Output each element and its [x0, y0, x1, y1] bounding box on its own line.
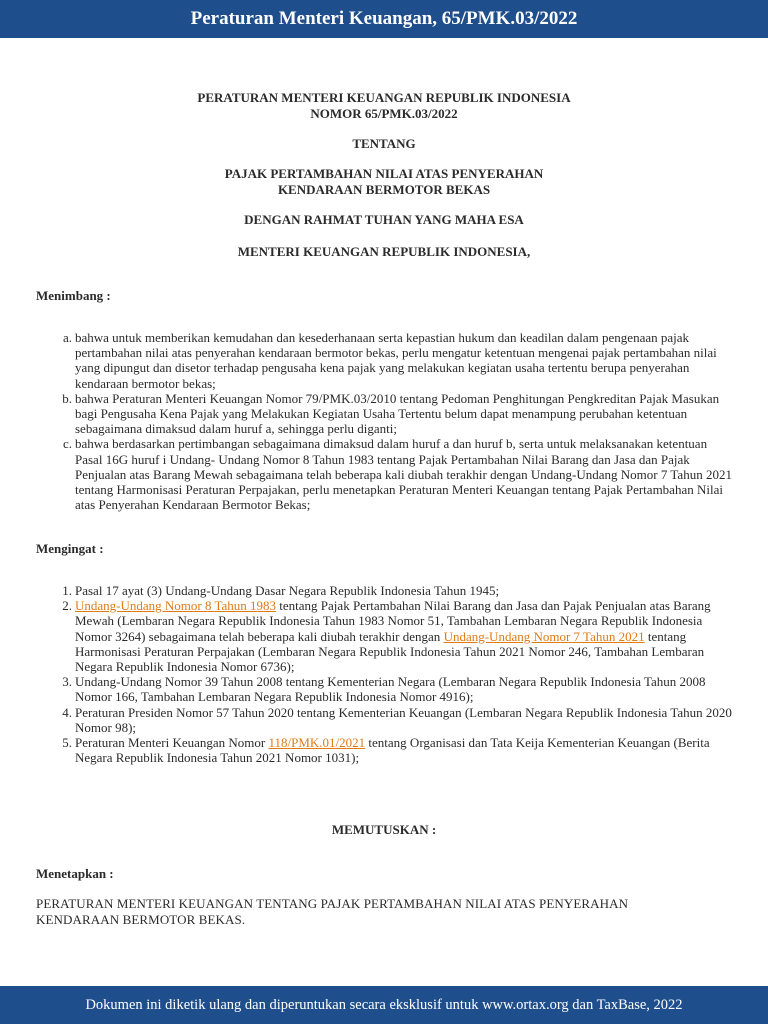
mengingat-item-text: Undang-Undang Nomor 39 Tahun 2008 tentang Kementerian Negara (Lembaran Negara Republik Indonesia Tahun 2008 Nomor 166, Tambahan Lembaran Negara Republik Indonesia Nomor 4916); — [75, 674, 706, 705]
subject-line-2: KENDARAAN BERMOTOR BEKAS — [277, 182, 491, 197]
list-marker: c. — [62, 436, 72, 452]
mengingat-item-text: tentang Harmonisasi Peraturan Perpajakan (Lembaran Negara Republik Indonesia Tahun 2021 Nomor 246, Tambahan Lembaran Negara Republik Indonesia Nomor 6736); — [75, 628, 705, 675]
subject-line-1: PAJAK PERTAMBAHAN NILAI ATAS PENYERAHAN — [224, 166, 544, 181]
mengingat-item-text: tentang Organisasi dan Tata Keija Kementerian Keuangan (Berita Negara Republik Indonesia Tahun 2021 Nomor 1031); — [75, 735, 710, 766]
list-marker: b. — [62, 390, 72, 406]
pmk-118-2021-link[interactable]: 118/PMK.01/2021 — [268, 735, 366, 751]
mengingat-item-text: tentang Pajak Pertambahan Nilai Barang dan Jasa dan Pajak Penjualan atas Barang Mewah (Lembaran Negara Republik Indonesia Tahun 1983 Nomor 51, Tambahan Lembaran Negara Republik Indonesia Nomor 3264) sebagaimana telah beberapa kali diubah terakhir dengan — [75, 598, 711, 644]
footer-text: Dokumen ini diketik ulang dan diperuntukan secara eksklusif untuk www.ortax.org dan TaxBase, 2022 — [85, 996, 683, 1013]
subject-heading — [36, 166, 732, 198]
list-marker: 3. — [62, 674, 72, 690]
tentang-heading: TENTANG — [352, 136, 416, 151]
list-marker: a. — [62, 330, 72, 345]
mengingat-item-text: Pasal 17 ayat (3) Undang-Undang Dasar Negara Republik Indonesia Tahun 1945; — [75, 583, 500, 598]
menimbang-item-text: bahwa berdasarkan pertimbangan sebagaimana dimaksud dalam huruf a dan huruf b, serta untuk melaksanakan ketentuan Pasal 16G huruf i Undang- Undang Nomor 8 Tahun 1983 tentang Pajak Pertambahan Nilai Barang dan Jasa dan Pajak Penjualan atas Barang Mewah sebagaimana telah beberapa kali diubah terakhir dengan Undang-Undang Nomor 7 Tahun 2021 tentang Harmonisasi Peraturan Perpajakan, perlu menetapkan Peraturan Menteri Keuangan tentang Pajak Pertambahan Nilai atas Penyerahan Kendaraan Bermotor Bekas; — [75, 436, 732, 513]
document-title: Peraturan Menteri Keuangan, 65/PMK.03/2022 — [190, 8, 578, 29]
menimbang-list — [36, 330, 732, 512]
menetapkan-label: Menetapkan : — [36, 866, 114, 881]
menetapkan-text: PERATURAN MENTERI KEUANGAN TENTANG PAJAK PERTAMBAHAN NILAI ATAS PENYERAHAN KENDARAAN BERMOTOR BEKAS. — [36, 896, 629, 927]
mengingat-label: Mengingat : — [36, 541, 104, 556]
mengingat-item — [36, 583, 732, 598]
menimbang-item — [36, 330, 732, 391]
menimbang-item-text: bahwa untuk memberikan kemudahan dan kesederhanaan serta kepastian hukum dan keadilan dalam pengenaan pajak pertambahan nilai atas penyerahan kendaraan bermotor bekas, perlu mengatur ketentuan mengenai pajak pertambahan nilai yang dipungut dan disetor terhadap pengusaha kena pajak yang melakukan kegiatan usaha tertentu berupa penyerahan kendaraan bermotor bekas; — [75, 330, 717, 391]
mengingat-item-text: Peraturan Presiden Nomor 57 Tahun 2020 tentang Kementerian Keuangan (Lembaran Negara Republik Indonesia Tahun 2020 Nomor 98); — [75, 704, 732, 735]
menteri-heading: MENTERI KEUANGAN REPUBLIK INDONESIA, — [237, 244, 531, 259]
list-marker: 1. — [62, 583, 72, 598]
mengingat-list — [36, 583, 732, 765]
menimbang-item-text: bahwa Peraturan Menteri Keuangan Nomor 79/PMK.03/2010 tentang Pedoman Penghitungan Pengkreditan Pajak Masukan bagi Pengusaha Kena Pajak yang Melakukan Kegiatan Usaha Tertentu belum dapat menampung perubahan ketentuan sebagaimana dimaksud dalam huruf a, sehingga perlu diganti; — [75, 390, 720, 437]
mengingat-item — [36, 735, 732, 765]
menimbang-item — [36, 391, 732, 437]
mengingat-item-text: Peraturan Menteri Keuangan Nomor — [75, 735, 269, 751]
rahmat-heading: DENGAN RAHMAT TUHAN YANG MAHA ESA — [244, 212, 524, 227]
uu-8-1983-link[interactable]: Undang-Undang Nomor 8 Tahun 1983 — [75, 598, 277, 614]
mengingat-item — [36, 598, 732, 674]
list-marker: 4. — [62, 704, 72, 720]
document-title-bar — [0, 0, 768, 38]
heading-line-1: PERATURAN MENTERI KEUANGAN REPUBLIK INDONESIA — [197, 90, 571, 105]
heading-line-2: NOMOR 65/PMK.03/2022 — [310, 106, 458, 121]
menimbang-label: Menimbang : — [36, 288, 111, 303]
footer-bar — [0, 986, 768, 1024]
uu-7-2021-link[interactable]: Undang-Undang Nomor 7 Tahun 2021 — [443, 628, 645, 644]
mengingat-item — [36, 674, 732, 704]
mengingat-item — [36, 705, 732, 735]
regulation-heading — [36, 90, 732, 122]
menimbang-item — [36, 436, 732, 512]
list-marker: 2. — [62, 598, 72, 614]
list-marker: 5. — [62, 735, 72, 751]
memutuskan-heading: MEMUTUSKAN : — [331, 822, 437, 837]
